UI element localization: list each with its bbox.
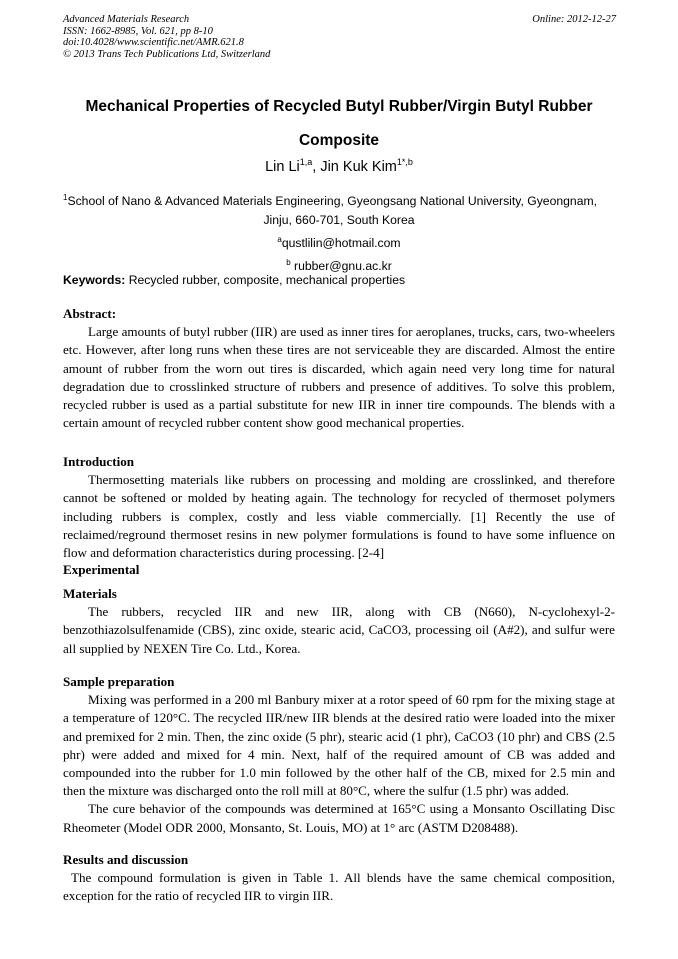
author-2: Jin Kuk Kim xyxy=(320,158,397,175)
doi: doi:10.4028/www.scientific.net/AMR.621.8 xyxy=(63,37,244,48)
email-b-sup: b xyxy=(286,258,291,268)
author-1-affil: 1,a xyxy=(299,157,313,167)
sample-preparation-section xyxy=(63,673,615,837)
affiliation xyxy=(63,188,615,276)
results-text: The compound formulation is given in Table 1. All blends have the same chemical composition, exception for the ratio of recycled IIR to virgin IIR. xyxy=(63,870,615,904)
sample-preparation-text-1: Mixing was performed in a 200 ml Banbury mixer at a rotor speed of 60 rpm for the mixing stage at a temperature of 120°C. The recycled IIR/new IIR blends at the desired ratio were loaded into the mixer and premixed for 2 min. Then, the zinc oxide (5 phr), stearic acid (1 phr), CaCO3 (10 phr) and CBS (2.5 phr) were added and mixed for 4 min. Next, half of the required amount of CB was added and compounded into the rubber for 1.0 min followed by the other half of the CB, mixed for 2.5 min and then the mixture was discharged onto the roll mill at 80°C, where the sulfur (1.5 phr) was added. xyxy=(63,692,615,799)
title-line-2: Composite xyxy=(298,132,380,149)
results-section xyxy=(63,851,615,906)
email-a xyxy=(63,230,615,253)
introduction-section xyxy=(63,453,615,562)
materials-section xyxy=(63,585,615,658)
email-a-text[interactable]: qustlilin@hotmail.com xyxy=(281,236,401,251)
keywords-label: Keywords: xyxy=(63,273,126,287)
journal-name: Advanced Materials Research xyxy=(63,14,190,25)
author-separator: , xyxy=(312,158,321,175)
affiliation-text: School of Nano & Advanced Materials Engineering, Gyeongsang National University, Gyeongnam, xyxy=(67,194,598,209)
email-b-text[interactable]: rubber@gnu.ac.kr xyxy=(290,259,392,274)
copyright: © 2013 Trans Tech Publications Ltd, Switzerland xyxy=(63,48,271,60)
experimental-heading: Experimental xyxy=(63,562,140,577)
affiliation-line-1 xyxy=(63,188,615,211)
keywords xyxy=(63,273,405,287)
author-2-affil: 1*,b xyxy=(396,157,413,167)
title-line-1: Mechanical Properties of Recycled Butyl Rubber/Virgin Butyl Rubber xyxy=(85,98,593,115)
sample-preparation-text-2: The cure behavior of the compounds was determined at 165°C using a Monsanto Oscillating Disc Rheometer (Model ODR 2000, Monsanto, St. Louis, MO) at 1° arc (ASTM D208488). xyxy=(63,801,615,835)
abstract-section xyxy=(63,305,615,432)
abstract-text: Large amounts of butyl rubber (IIR) are used as inner tires for aeroplanes, trucks, cars, two-wheelers etc. However, after long runs when these tires are not serviceable they are discarded. Almost the entire amount of rubber from the worn out tires is discarded, which again need very long time for natural degradation due to crosslinked structure of rubbers and presence of additives. To solve this problem, recycled rubber is used as a partial substitute for new IIR in inner tire compounds. The blends with a certain amount of recycled rubber content show good mechanical properties. xyxy=(63,324,615,431)
author-1: Lin Li xyxy=(265,158,300,175)
materials-text: The rubbers, recycled IIR and new IIR, along with CB (N660), N-cyclohexyl-2-benzothiazolsulfenamide (CBS), zinc oxide, stearic acid, CaCO3, processing oil (A#2), and sulfur were all supplied by NEXEN Tire Co. Ltd., Korea. xyxy=(63,604,615,656)
abstract-heading: Abstract: xyxy=(63,306,117,321)
email-a-sup: a xyxy=(277,235,282,245)
authors xyxy=(63,157,615,175)
experimental-section xyxy=(63,561,615,579)
sample-preparation-heading: Sample preparation xyxy=(63,674,175,689)
affiliation-line-2: Jinju, 660-701, South Korea xyxy=(263,213,415,228)
paper-title xyxy=(63,90,615,158)
introduction-heading: Introduction xyxy=(63,454,135,469)
journal-meta xyxy=(63,14,270,60)
affiliation-sup: 1 xyxy=(63,193,68,202)
materials-heading: Materials xyxy=(63,586,117,601)
keywords-text: Recycled rubber, composite, mechanical properties xyxy=(125,273,406,287)
introduction-text: Thermosetting materials like rubbers on processing and molding are crosslinked, and therefore cannot be softened or molded by heating again. The technology for recycled of thermoset polymers including rubbers is complex, costly and less viable commercially. [1] Recently the use of reclaimed/reground thermoset resins in new polymer formulations is found to have some influence on flow and deformation characteristics during processing. [2-4] xyxy=(63,472,615,561)
results-heading: Results and discussion xyxy=(63,852,189,867)
online-date: Online: 2012-12-27 xyxy=(532,14,616,25)
issn: ISSN: 1662-8985, Vol. 621, pp 8-10 xyxy=(63,25,213,37)
